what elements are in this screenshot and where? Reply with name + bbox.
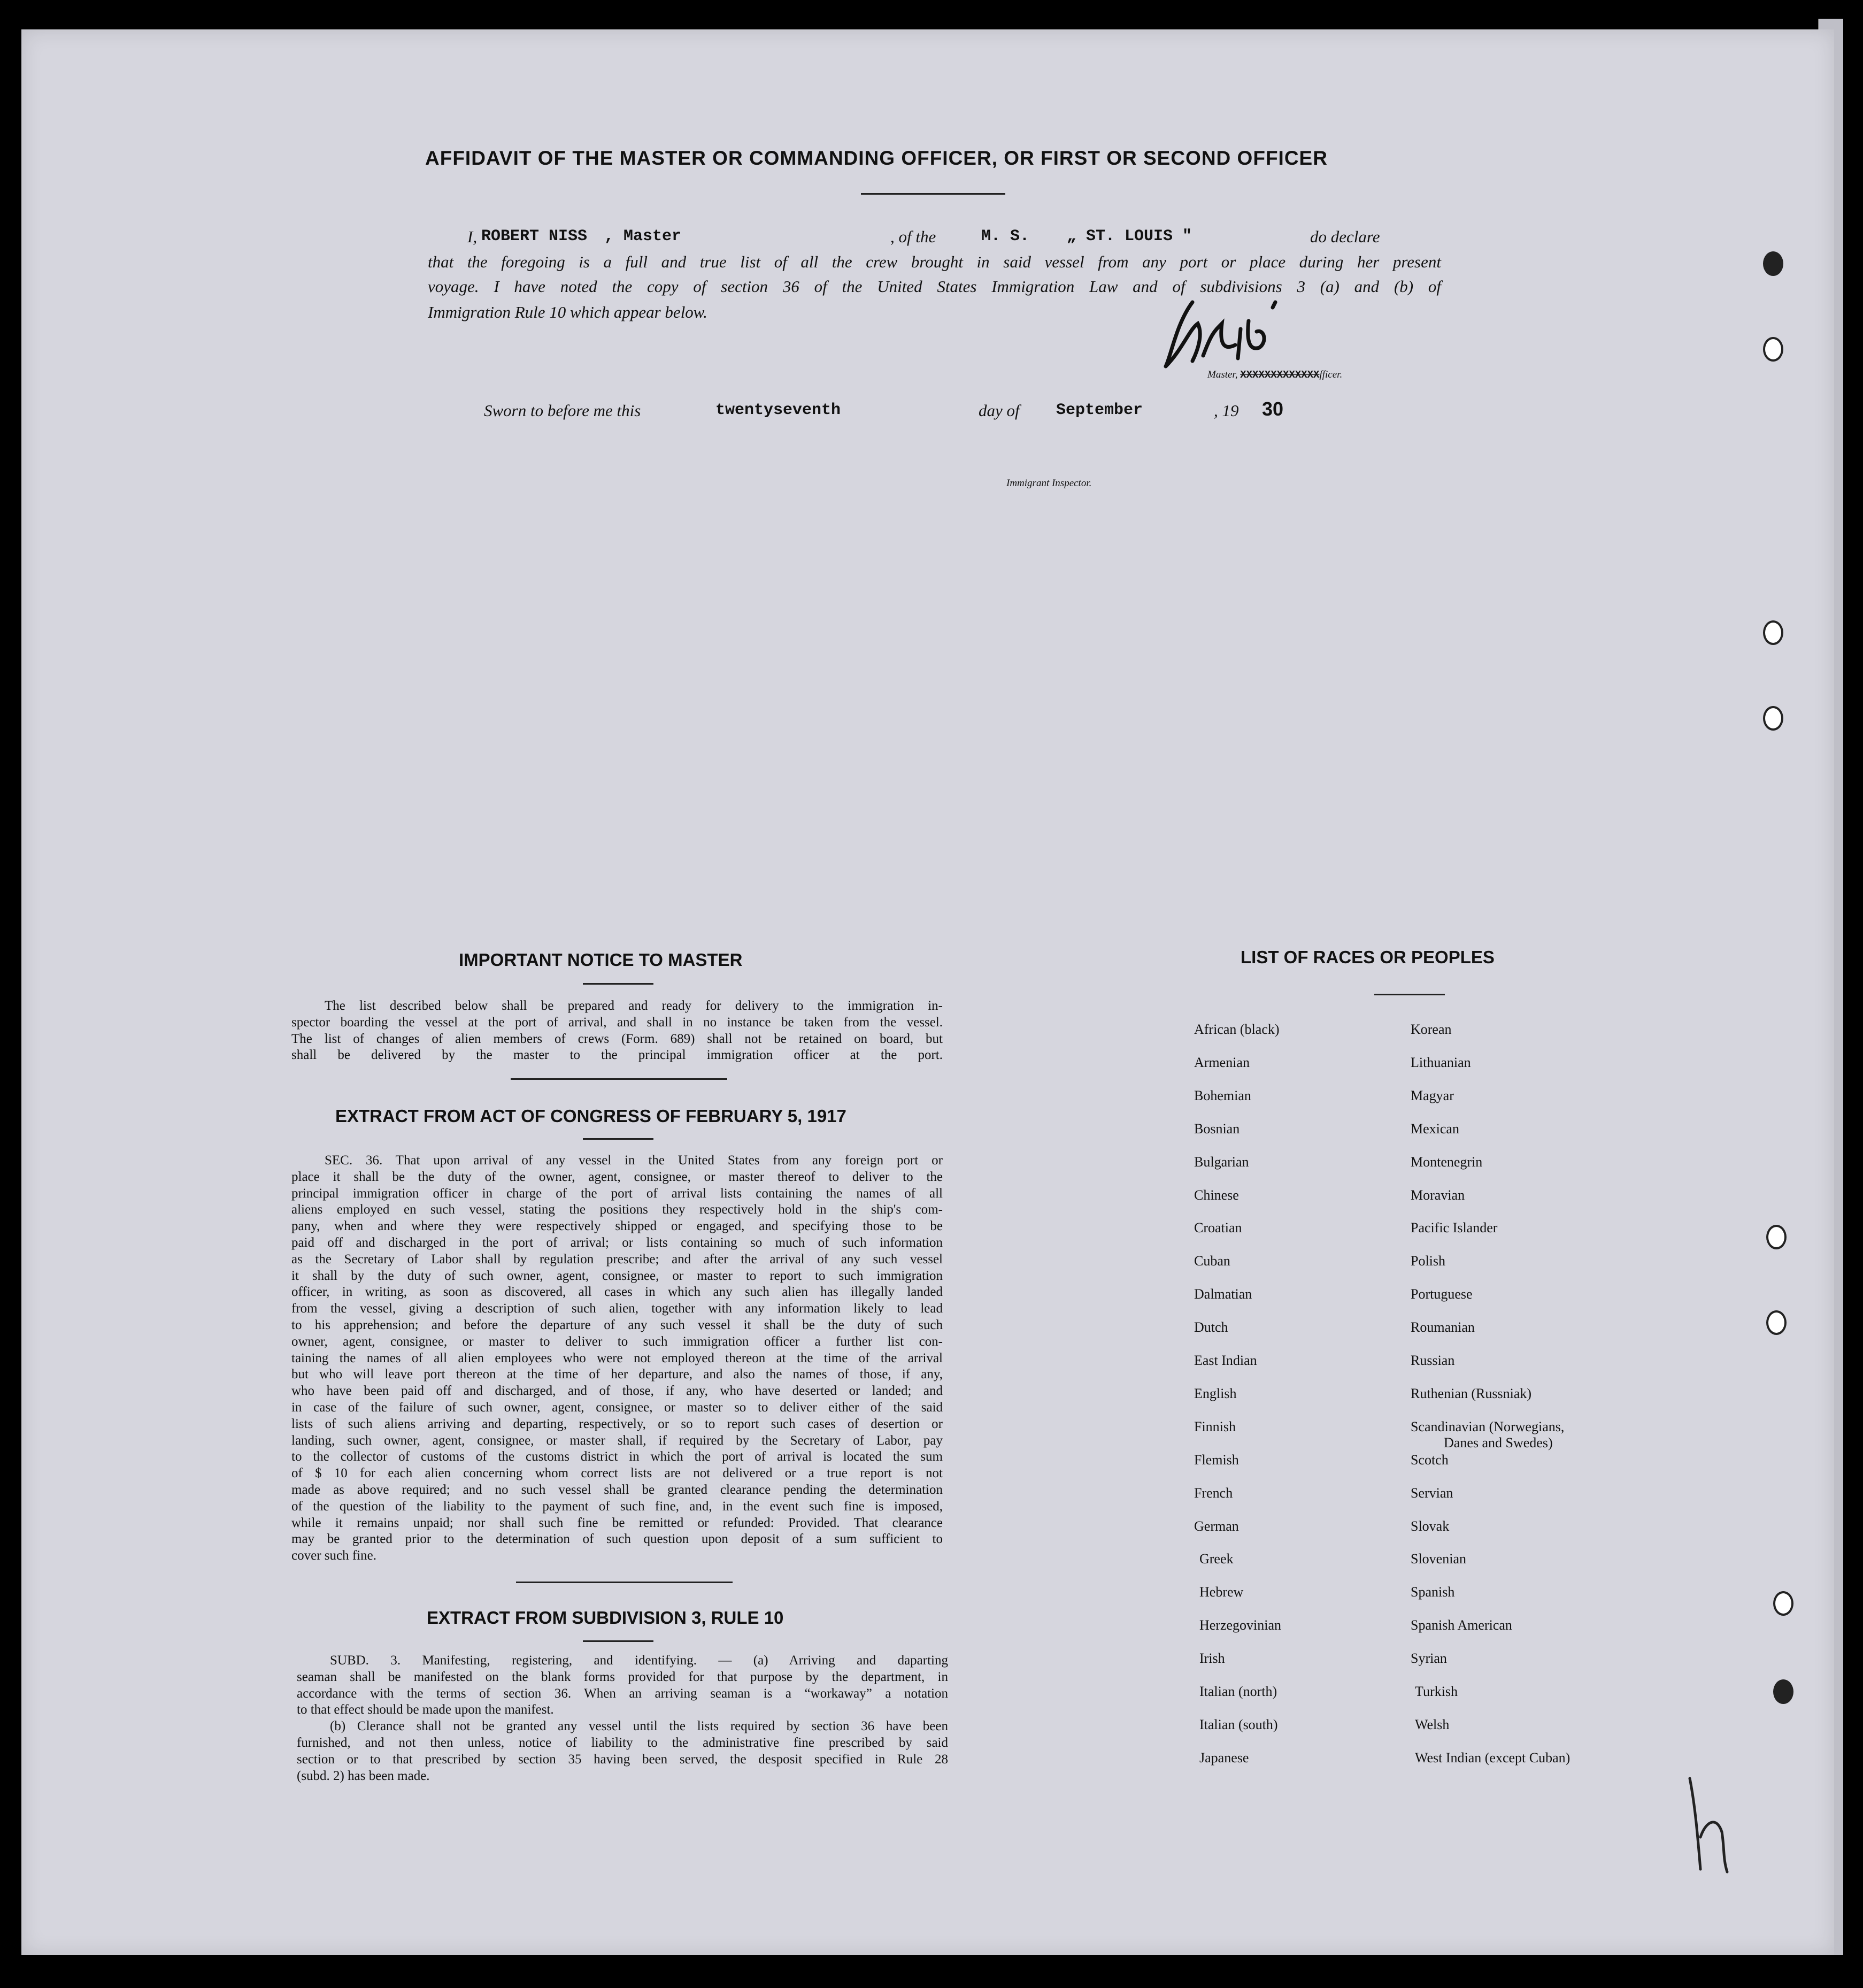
- race-item: Hebrew: [1199, 1584, 1244, 1600]
- text-line: to that effect should be made upon the manifest.: [297, 1702, 554, 1717]
- text-line: it shall by the duty of such owner, agent, consignee, or master to report to such immigration: [291, 1268, 943, 1283]
- race-item: Herzegovinian: [1199, 1617, 1282, 1633]
- text-line: while it remains unpaid; nor shall such fine be remitted or refunded: Provided. That clearance: [291, 1515, 943, 1530]
- binder-hole: [1763, 251, 1783, 276]
- text-line: taining the names of all alien employees who were not employed thereon at the time of the arrival: [291, 1350, 943, 1365]
- race-item: Servian: [1411, 1485, 1453, 1501]
- race-item-continuation: Danes and Swedes): [1444, 1434, 1553, 1450]
- text-line: to the collector of customs of the customs district in which the port of arrival is located the sum: [291, 1449, 943, 1464]
- text-line: shall be delivered by the master to the principal immigration officer at the port.: [291, 1048, 943, 1063]
- race-item: West Indian (except Cuban): [1415, 1749, 1571, 1766]
- race-item: Chinese: [1194, 1187, 1239, 1203]
- text-line: pany, when and where they were respectively shipped or engaged, and specifying those to be: [291, 1219, 943, 1234]
- race-item: French: [1194, 1485, 1233, 1501]
- text-line: from the vessel, giving a description of such alien, together with any information likely to lead: [291, 1301, 943, 1316]
- ship-prefix: M. S.: [981, 227, 1030, 245]
- text-line: furnished, and not then unless, notice of liability to the administrative fine prescribed by said: [297, 1735, 948, 1750]
- race-item: Spanish American: [1411, 1617, 1512, 1633]
- text-line: seaman shall be manifested on the blank forms provided for that purpose by the department, in: [297, 1669, 948, 1684]
- text-line: of the question of the liability to the payment of such fine, and, in the event such fine is imposed,: [291, 1499, 943, 1514]
- race-item: African (black): [1194, 1022, 1280, 1037]
- race-item: Japanese: [1199, 1749, 1249, 1766]
- sworn-label: Sworn to before me this: [484, 401, 641, 420]
- divider: [583, 983, 653, 985]
- race-item: Korean: [1411, 1022, 1452, 1037]
- text-line: paid off and discharged in the port of arrival; or lists containing so much of such information: [291, 1235, 943, 1250]
- text-line: who have been paid off and discharged, and of those, if any, who have deserted or landed; and: [291, 1384, 943, 1399]
- text-line: landing, such owner, agent, consignee, or master shall, if required by the Secretary of Labor, pay: [291, 1433, 943, 1448]
- divider: [511, 1078, 727, 1080]
- race-item: Roumanian: [1411, 1319, 1475, 1335]
- race-item: Bulgarian: [1194, 1154, 1249, 1170]
- text-line: may be granted prior to the determination of such question upon deposit of a sum sufficient to: [291, 1532, 943, 1547]
- divider: [516, 1582, 733, 1583]
- race-item: Slovenian: [1411, 1551, 1466, 1567]
- race-item: Bohemian: [1194, 1087, 1251, 1103]
- race-item: Cuban: [1194, 1253, 1230, 1269]
- race-item: Scandinavian (Norwegians,: [1411, 1418, 1565, 1434]
- act-text: [291, 1153, 943, 1564]
- text-line: as the Secretary of Labor shall by regulation prescribe; and after the arrival of any such vessel: [291, 1252, 943, 1267]
- affidavit-text: that the foregoing is a full and true list of all the crew brought in said vessel from any port or place during her present: [428, 252, 1441, 271]
- race-item: Turkish: [1415, 1684, 1458, 1699]
- text-line: SEC. 36. That upon arrival of any vessel in the United States from any foreign port or: [325, 1153, 943, 1168]
- binder-hole: [1763, 337, 1783, 362]
- rule-heading: EXTRACT FROM SUBDIVISION 3, RULE 10: [427, 1608, 784, 1628]
- text-line: owner, agent, consignee, or master to deliver to such immigration officer a further list con-: [291, 1334, 943, 1349]
- race-item: Bosnian: [1194, 1120, 1240, 1137]
- binder-hole: [1763, 706, 1783, 731]
- divider: [861, 193, 1005, 195]
- race-item: Dutch: [1194, 1319, 1228, 1335]
- binder-hole: [1763, 620, 1783, 645]
- race-item: Spanish: [1411, 1584, 1455, 1600]
- label-do-declare: do declare: [1310, 227, 1380, 246]
- race-item: Polish: [1411, 1253, 1446, 1269]
- master-rank: , Master: [604, 227, 682, 245]
- affidavit-line-2: [428, 252, 1441, 272]
- signature-tail: fficer.: [1319, 369, 1343, 380]
- race-item: Italian (south): [1199, 1716, 1278, 1732]
- race-item: Portuguese: [1411, 1286, 1473, 1302]
- text-line: lists of such aliens arriving and departing, respectively, or so to report such cases of desertion or: [291, 1416, 943, 1431]
- affidavit-title: AFFIDAVIT OF THE MASTER OR COMMANDING OFFICER, OR FIRST OR SECOND OFFICER: [425, 147, 1328, 169]
- divider: [583, 1640, 653, 1642]
- label-i: I,: [467, 227, 478, 246]
- master-name: ROBERT NISS: [481, 227, 588, 245]
- race-item: Greek: [1199, 1551, 1234, 1567]
- race-item: Mexican: [1411, 1120, 1459, 1137]
- signature-caption: [1207, 369, 1342, 381]
- text-line: (b) Clerance shall not be granted any vessel until the lists required by section 36 have been: [330, 1719, 948, 1734]
- label-day-of: day of: [979, 401, 1020, 420]
- race-item: Slovak: [1411, 1518, 1450, 1534]
- notice-text: [291, 998, 943, 1064]
- act-heading: EXTRACT FROM ACT OF CONGRESS OF FEBRUARY 5, 1917: [335, 1106, 846, 1126]
- race-item: Moravian: [1411, 1187, 1465, 1203]
- inspector-label: Immigrant Inspector.: [1006, 478, 1092, 489]
- binder-hole: [1773, 1591, 1793, 1616]
- race-item: Lithuanian: [1411, 1054, 1471, 1070]
- signature-label: Master,: [1207, 369, 1238, 380]
- text-line: spector boarding the vessel at the port of arrival, and shall in no instance be taken from the vessel.: [291, 1015, 943, 1030]
- race-item: Pacific Islander: [1411, 1220, 1498, 1236]
- text-line: The list described below shall be prepared and ready for delivery to the immigration in-: [325, 999, 943, 1013]
- race-item: Finnish: [1194, 1418, 1236, 1434]
- race-item: Flemish: [1194, 1452, 1239, 1468]
- races-heading: LIST OF RACES OR PEOPLES: [1241, 947, 1495, 967]
- sworn-month: September: [1056, 401, 1143, 419]
- signature-struck: XXXXXXXXXXXXX: [1240, 369, 1320, 381]
- race-item: Russian: [1411, 1353, 1455, 1368]
- sworn-day: twentyseventh: [715, 401, 841, 419]
- race-item: Armenian: [1194, 1054, 1250, 1070]
- text-line: SUBD. 3. Manifesting, registering, and identifying. — (a) Arriving and daparting: [330, 1653, 948, 1668]
- race-item: Montenegrin: [1411, 1154, 1483, 1170]
- text-line: principal immigration officer in charge of the port of arrival lists containing the names of all: [291, 1186, 943, 1201]
- affidavit-text: voyage. I have noted the copy of section 36 of the United States Immigration Law and of subdivisions 3 (a) and (b) of: [428, 277, 1441, 296]
- text-line: but who will leave port thereon at the time of her departure, and also the names of those, if any,: [291, 1367, 943, 1382]
- binder-hole: [1766, 1225, 1787, 1249]
- handwritten-mark: [1684, 1773, 1733, 1875]
- year-suffix: 30: [1262, 398, 1284, 420]
- binder-hole: [1773, 1679, 1793, 1704]
- race-item: English: [1194, 1385, 1237, 1401]
- text-line: of $ 10 for each alien concerning whom correct lists are not delivered or a true report is not: [291, 1466, 943, 1481]
- divider: [1374, 994, 1445, 995]
- text-line: aliens employed en such vessel, stating the positions they respectively hold in the ship's com-: [291, 1202, 943, 1217]
- race-item: Dalmatian: [1194, 1286, 1252, 1302]
- text-line: accordance with the terms of section 36. When an arriving seaman is a “workaway” a notation: [297, 1686, 948, 1701]
- affidavit-line-4: Immigration Rule 10 which appear below.: [428, 303, 707, 321]
- race-item: Ruthenian (Russniak): [1411, 1385, 1532, 1401]
- race-item: German: [1194, 1518, 1239, 1534]
- divider: [583, 1138, 653, 1140]
- race-item: Magyar: [1411, 1087, 1454, 1103]
- text-line: officer, in writing, as soon as discovered, all cases in which any such alien has illegally landed: [291, 1285, 943, 1300]
- ship-name: „ ST. LOUIS ": [1067, 227, 1192, 245]
- text-line: made as above required; and no such vessel shall be granted clearance pending the determination: [291, 1482, 943, 1497]
- label-of-the: , of the: [890, 227, 936, 246]
- text-line: in case of the failure of such owner, agent, consignee, or master so to deliver either of the said: [291, 1400, 943, 1415]
- race-item: East Indian: [1194, 1353, 1257, 1368]
- text-line: to his apprehension; and before the departure of any such vessel it shall be the duty of such: [291, 1317, 943, 1332]
- notice-heading: IMPORTANT NOTICE TO MASTER: [459, 950, 743, 970]
- binder-hole: [1766, 1310, 1787, 1335]
- text-line: The list of changes of alien members of crews (Form. 689) shall not be retained on board, but: [291, 1031, 943, 1046]
- year-prefix: , 19: [1214, 401, 1239, 420]
- text-line: section or to that prescribed by section 35 having been served, the desposit specified in Rule 28: [297, 1752, 948, 1767]
- rule-text: [297, 1653, 948, 1784]
- text-line: place it shall be the duty of the owner, agent, consignee, or master thereof to deliver to the: [291, 1169, 943, 1184]
- race-item: Croatian: [1194, 1220, 1242, 1236]
- handwritten-signature: [1160, 291, 1299, 380]
- race-item: Irish: [1199, 1651, 1225, 1667]
- race-item: Syrian: [1411, 1651, 1447, 1667]
- race-item: Scotch: [1411, 1452, 1449, 1468]
- text-line: (subd. 2) has been made.: [297, 1768, 430, 1783]
- race-item: Welsh: [1415, 1716, 1450, 1732]
- race-item: Italian (north): [1199, 1684, 1277, 1699]
- text-line: cover such fine.: [291, 1548, 376, 1563]
